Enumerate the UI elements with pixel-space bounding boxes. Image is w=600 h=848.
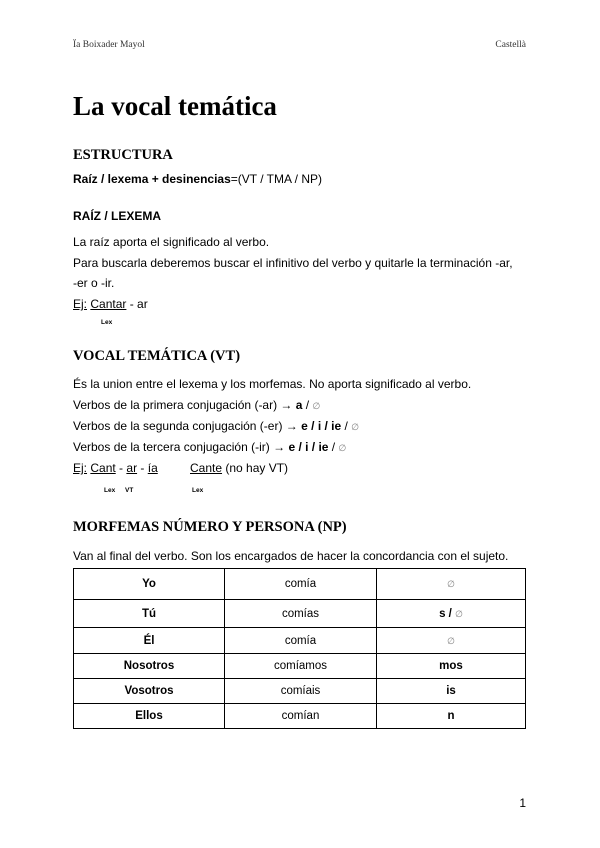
vocal-label-vt: VT [125, 487, 134, 494]
page-title: La vocal temática [73, 91, 277, 121]
empty-set-symbol: ∅ [447, 579, 455, 589]
table-row [74, 569, 526, 600]
vocal-label-lex: Lex [104, 487, 116, 494]
conj-2-vowels: e / i / ie [301, 419, 342, 433]
form-cell: comía [225, 569, 377, 600]
raiz-example-rest: - ar [126, 297, 148, 311]
vocal-example-dash-2: - [137, 461, 148, 475]
header-author: Ïa Boixader Mayol [73, 40, 145, 50]
person-cell: Tú [74, 600, 225, 628]
ending-value: s / [439, 607, 456, 620]
vocal-example-ending: ía [147, 461, 158, 475]
raiz-line-3: -er o -ir. [73, 276, 115, 290]
vocal-example-2-word: Cante [190, 461, 223, 475]
table-row [74, 679, 526, 704]
person-cell: Ellos [74, 704, 225, 729]
table-row [74, 600, 526, 628]
form-cell: comíais [225, 679, 377, 704]
estructura-heading: ESTRUCTURA [73, 147, 173, 163]
vocal-line-1: És la union entre el lexema y los morfemas. No aporta significado al verbo. [73, 377, 472, 391]
vocal-example-2 [190, 461, 288, 475]
raiz-example-lexeme: Cantar [90, 297, 127, 311]
raiz-example-prefix: Ej: [73, 297, 88, 311]
vocal-example [73, 461, 158, 475]
conj-1-vowels: a [295, 398, 303, 412]
conj-3-vowels: e / i / ie [288, 440, 329, 454]
page-number: 1 [519, 796, 526, 810]
conj-2-empty: ∅ [351, 422, 360, 432]
form-cell: comía [225, 628, 377, 654]
person-cell: Él [74, 628, 225, 654]
raiz-line-1: La raíz aporta el significado al verbo. [73, 235, 270, 249]
vocal-label-lex-2: Lex [192, 487, 204, 494]
vocal-example-dash-1: - [115, 461, 127, 475]
vocal-example-2-note: (no hay VT) [222, 461, 289, 475]
person-cell: Vosotros [74, 679, 225, 704]
conj-3-empty: ∅ [338, 443, 347, 453]
vocal-conj-1 [73, 398, 320, 412]
ending-cell [377, 628, 526, 654]
form-cell: comías [225, 600, 377, 628]
person-cell: Nosotros [74, 654, 225, 679]
vocal-example-vt: ar [126, 461, 138, 475]
vocal-conj-2 [73, 419, 359, 433]
empty-set-symbol: ∅ [447, 635, 455, 646]
raiz-label-lex: Lex [101, 319, 113, 326]
conj-1-sep: / [302, 398, 313, 412]
ending-cell: n [377, 704, 526, 729]
table-row [74, 628, 526, 654]
conj-3-text: Verbos de la tercera conjugación (-ir) → [73, 440, 289, 454]
morfemas-intro: Van al final del verbo. Son los encargados de hacer la concordancia con el sujeto. [73, 549, 509, 563]
table-row [74, 654, 526, 679]
formula-rest: =(VT / TMA / NP) [230, 172, 323, 186]
formula-bold: Raíz / lexema + desinencias [73, 172, 231, 186]
ending-cell: mos [377, 654, 526, 679]
raiz-line-2: Para buscarla deberemos buscar el infinitivo del verbo y quitarle la terminación -ar, [73, 256, 513, 270]
table-row [74, 704, 526, 729]
header-subject: Castellà [495, 40, 526, 50]
vocal-example-lexeme: Cant [90, 461, 116, 475]
raiz-heading: RAÍZ / LEXEMA [73, 209, 162, 223]
conj-1-text: Verbos de la primera conjugación (-ar) → [73, 398, 296, 412]
ending-cell [377, 569, 526, 600]
vocal-heading: VOCAL TEMÁTICA (VT) [73, 348, 241, 364]
vocal-conj-3 [73, 440, 346, 454]
conj-2-sep: / [341, 419, 352, 433]
ending-cell: is [377, 679, 526, 704]
morfemas-heading: MORFEMAS NÚMERO Y PERSONA (NP) [73, 519, 347, 535]
ending-cell [377, 600, 526, 628]
estructura-formula [73, 172, 322, 186]
conj-1-empty: ∅ [312, 401, 321, 411]
form-cell: comíamos [225, 654, 377, 679]
empty-set-symbol: ∅ [455, 608, 463, 619]
person-cell: Yo [74, 569, 225, 600]
conj-3-sep: / [328, 440, 339, 454]
vocal-example-prefix: Ej: [73, 461, 88, 475]
np-table [73, 568, 526, 729]
form-cell: comían [225, 704, 377, 729]
raiz-example [73, 297, 148, 311]
conj-2-text: Verbos de la segunda conjugación (-er) → [73, 419, 302, 433]
